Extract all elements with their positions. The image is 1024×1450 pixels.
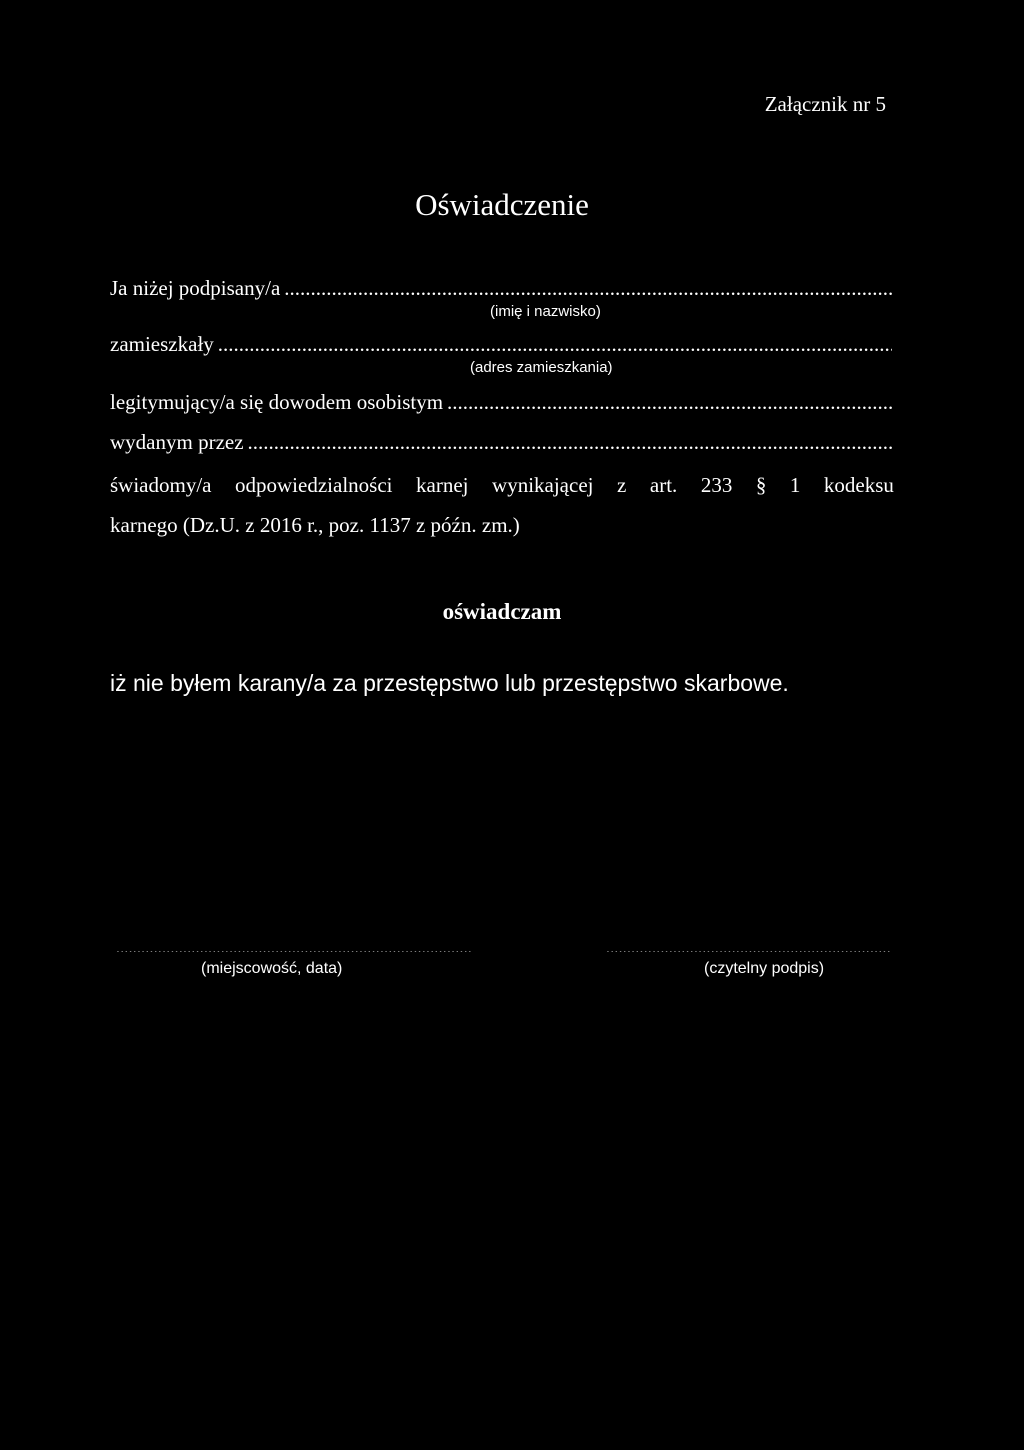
statement-text: iż nie byłem karany/a za przestępstwo lub przestępstwo skarbowe. (110, 670, 789, 696)
awareness-word: kodeksu (823, 473, 894, 497)
address-dotted-line[interactable] (218, 332, 892, 357)
annex-number: Załącznik nr 5 (764, 92, 886, 116)
document-title: Oświadczenie (415, 187, 589, 222)
place-date-dotted-line[interactable] (116, 940, 472, 952)
declare-heading: oświadczam (442, 599, 562, 624)
name-label: Ja niżej podpisany/a (110, 276, 281, 300)
awareness-word: świadomy/a (110, 473, 212, 497)
signature-label: (czytelny podpis) (704, 960, 825, 977)
section-sign: § (755, 473, 767, 497)
awareness-word: odpowiedzialności (235, 473, 393, 497)
issuer-field[interactable] (110, 430, 892, 455)
address-hint: (adres zamieszkania) (470, 359, 613, 376)
awareness-word: karnej (416, 473, 469, 497)
awareness-line-1 (110, 473, 894, 498)
address-field[interactable] (110, 332, 892, 357)
address-label: zamieszkały (110, 332, 214, 356)
awareness-word: wynikającej (492, 473, 594, 497)
name-dotted-line[interactable] (284, 276, 892, 301)
issuer-dotted-line[interactable] (248, 430, 892, 455)
awareness-line-2: karnego (Dz.U. z 2016 r., poz. 1137 z późn. zm.) (110, 513, 520, 537)
id-dotted-line[interactable] (447, 390, 892, 415)
signature-dotted-line[interactable] (606, 940, 892, 952)
place-date-label: (miejscowość, data) (201, 960, 343, 977)
name-field[interactable] (110, 276, 892, 301)
name-hint: (imię i nazwisko) (490, 303, 601, 320)
awareness-word: art. (649, 473, 678, 497)
awareness-word: z (617, 473, 627, 497)
id-field[interactable] (110, 390, 892, 415)
awareness-word: 1 (789, 473, 801, 497)
id-label: legitymujący/a się dowodem osobistym (110, 390, 444, 414)
awareness-word: 233 (700, 473, 733, 497)
issuer-label: wydanym przez (110, 430, 244, 454)
